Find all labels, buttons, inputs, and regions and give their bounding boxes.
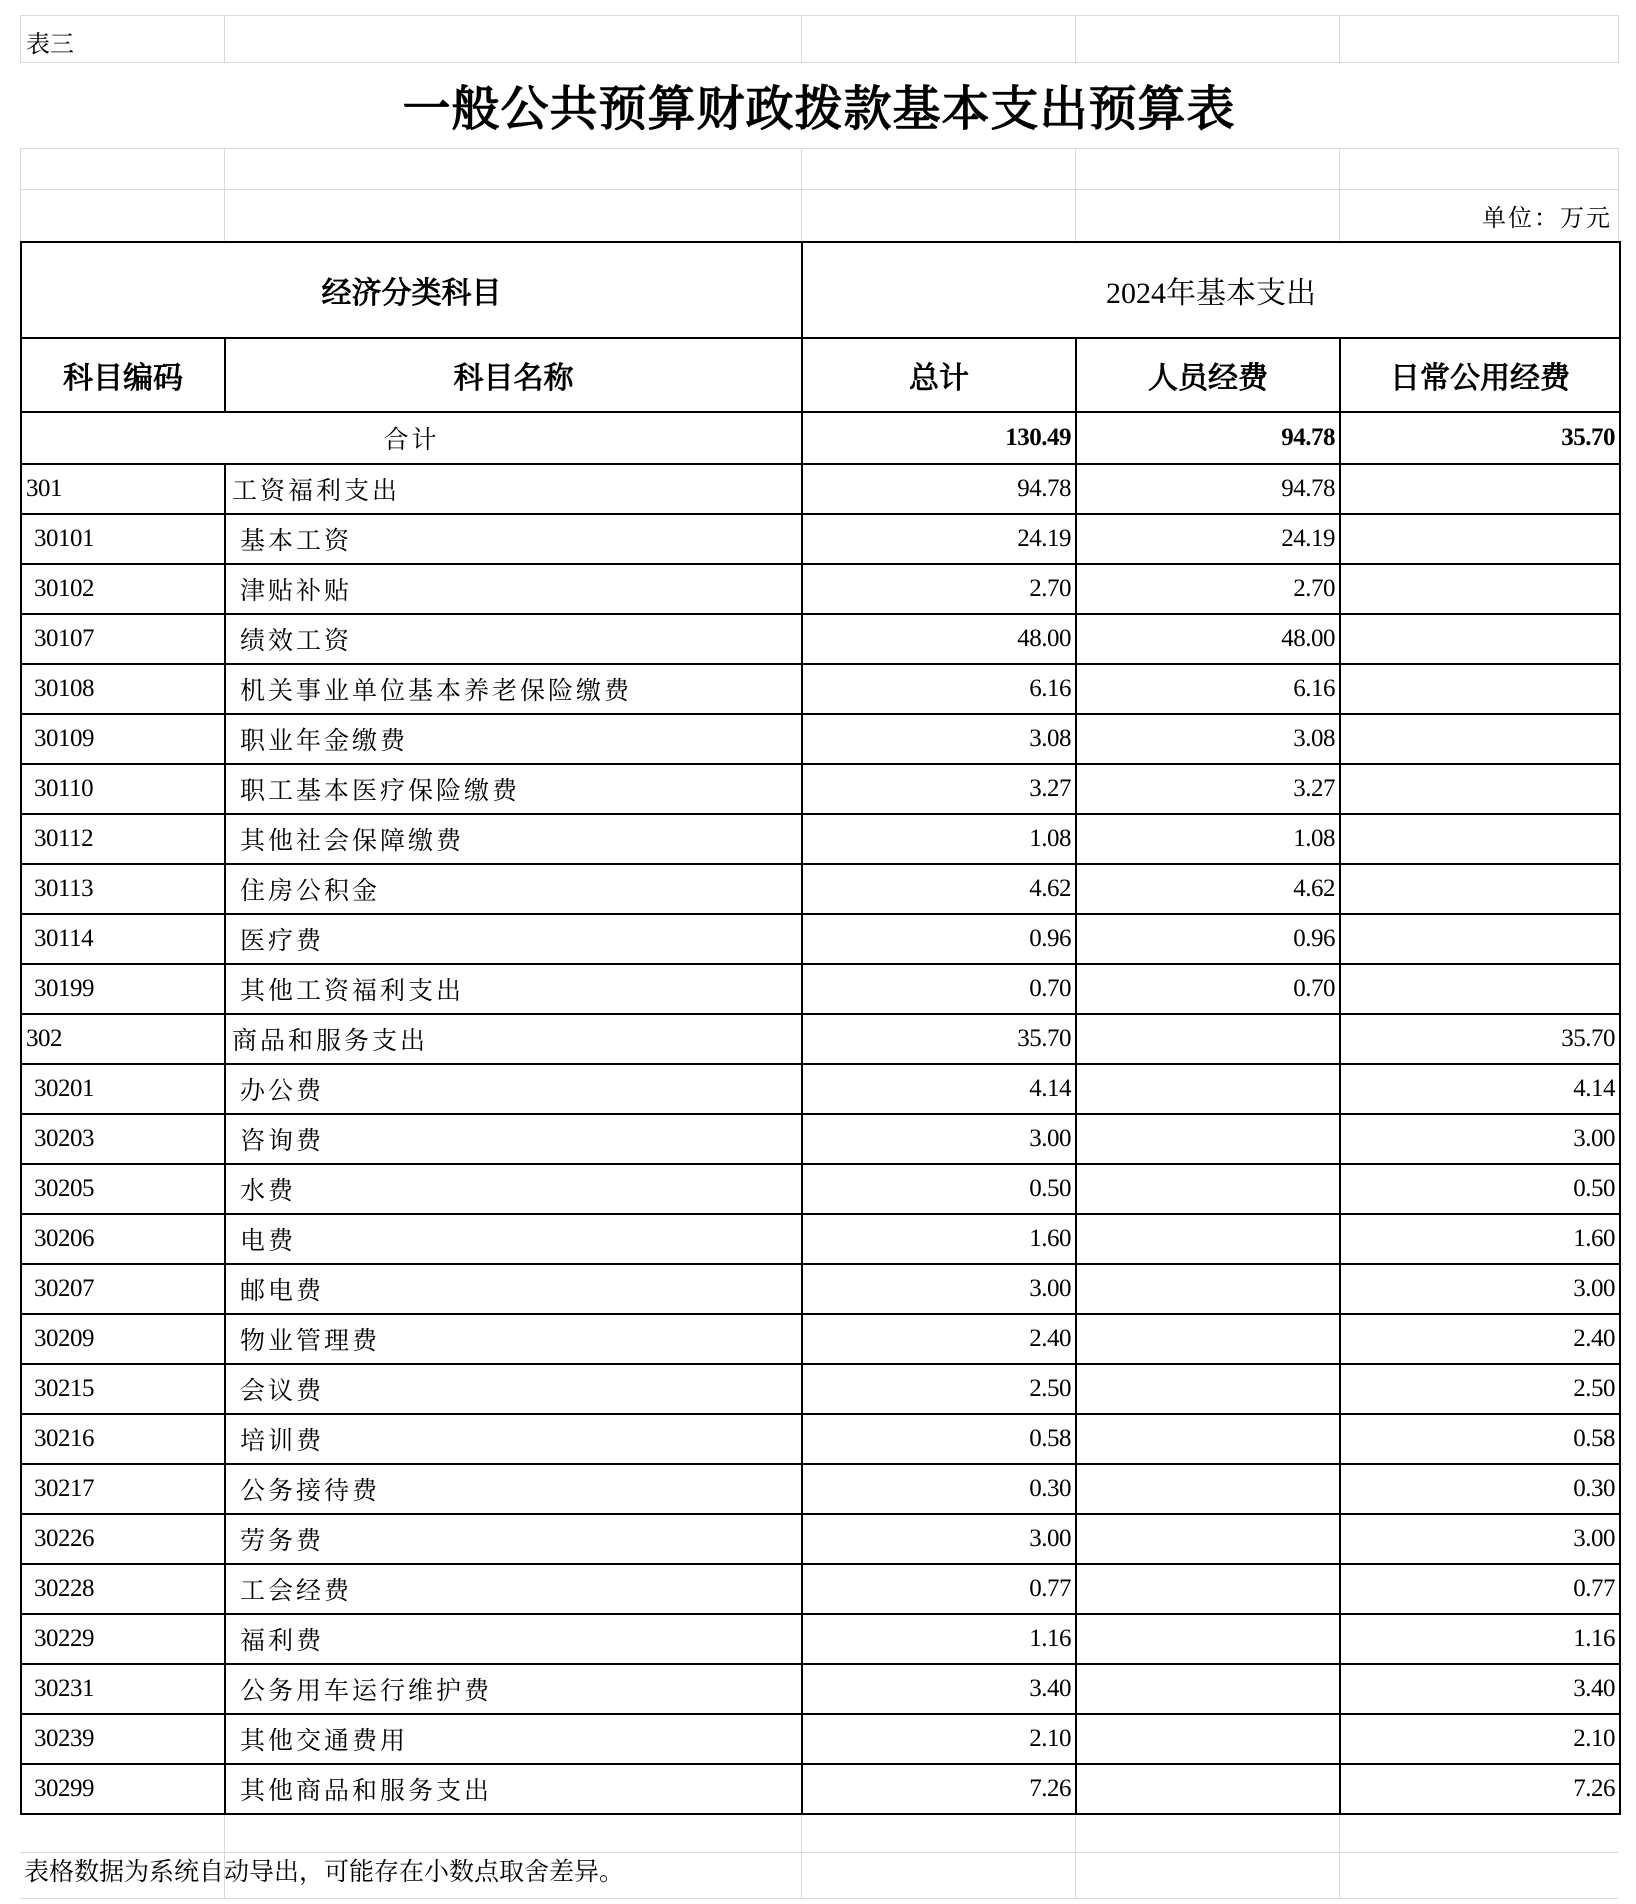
table-row: [21, 764, 1620, 814]
row-public: [1340, 514, 1620, 564]
table-row: [21, 1064, 1620, 1114]
row-personnel: 48.00: [1076, 614, 1340, 664]
table-row: [21, 1214, 1620, 1264]
header-category: 经济分类科目: [21, 242, 802, 338]
header-personnel: 人员经费: [1076, 338, 1340, 412]
row-public: 0.50: [1340, 1164, 1620, 1214]
row-code: 302: [21, 1014, 225, 1064]
row-code: 30205: [21, 1164, 225, 1214]
table-row: [21, 514, 1620, 564]
row-personnel: [1076, 1714, 1340, 1764]
row-total: 35.70: [802, 1014, 1076, 1064]
row-total: 0.96: [802, 914, 1076, 964]
row-code: 30102: [21, 564, 225, 614]
row-personnel: [1076, 1264, 1340, 1314]
row-public: [1340, 564, 1620, 614]
row-total: 7.26: [802, 1764, 1076, 1814]
row-code: 30114: [21, 914, 225, 964]
row-personnel: [1076, 1014, 1340, 1064]
row-name: 绩效工资: [225, 614, 802, 664]
row-public: 1.60: [1340, 1214, 1620, 1264]
table-row: [21, 1464, 1620, 1514]
table-row: [21, 464, 1620, 514]
row-code: 30217: [21, 1464, 225, 1514]
row-personnel: [1076, 1614, 1340, 1664]
row-total: 3.00: [802, 1514, 1076, 1564]
row-code: 30209: [21, 1314, 225, 1364]
row-public: 1.16: [1340, 1614, 1620, 1664]
row-name: 工资福利支出: [225, 464, 802, 514]
row-public: 3.00: [1340, 1264, 1620, 1314]
row-personnel: 1.08: [1076, 814, 1340, 864]
row-name: 职工基本医疗保险缴费: [225, 764, 802, 814]
table-row: [21, 1714, 1620, 1764]
header-name: 科目名称: [225, 338, 802, 412]
header-year-group: 2024年基本支出: [802, 242, 1620, 338]
row-code: 30101: [21, 514, 225, 564]
row-name: 医疗费: [225, 914, 802, 964]
row-personnel: [1076, 1564, 1340, 1614]
row-public: 3.00: [1340, 1514, 1620, 1564]
row-public: [1340, 814, 1620, 864]
table-row: [21, 1014, 1620, 1064]
row-personnel: [1076, 1414, 1340, 1464]
header-code: 科目编码: [21, 338, 225, 412]
row-public: [1340, 714, 1620, 764]
sheet-label: 表三: [26, 30, 74, 58]
row-public: [1340, 614, 1620, 664]
table-row: [21, 1114, 1620, 1164]
table-row: [21, 614, 1620, 664]
grid-line: [1339, 15, 1340, 63]
row-personnel: 94.78: [1076, 464, 1340, 514]
row-name: 其他社会保障缴费: [225, 814, 802, 864]
row-name: 基本工资: [225, 514, 802, 564]
table-row: [21, 914, 1620, 964]
row-code: 30226: [21, 1514, 225, 1564]
row-name: 商品和服务支出: [225, 1014, 802, 1064]
row-total: 6.16: [802, 664, 1076, 714]
row-personnel: [1076, 1764, 1340, 1814]
row-code: 30107: [21, 614, 225, 664]
row-public: 2.10: [1340, 1714, 1620, 1764]
table-row: [21, 714, 1620, 764]
row-total: 3.00: [802, 1264, 1076, 1314]
row-total: 4.14: [802, 1064, 1076, 1114]
row-code: 30201: [21, 1064, 225, 1114]
row-personnel: 24.19: [1076, 514, 1340, 564]
row-personnel: 6.16: [1076, 664, 1340, 714]
grid-line: [801, 148, 802, 242]
header-public: 日常公用经费: [1340, 338, 1620, 412]
row-personnel: [1076, 1214, 1340, 1264]
row-total: 0.58: [802, 1414, 1076, 1464]
row-name: 会议费: [225, 1364, 802, 1414]
totals-public: 35.70: [1340, 412, 1620, 464]
row-name: 其他交通费用: [225, 1714, 802, 1764]
row-total: 0.77: [802, 1564, 1076, 1614]
table-row: [21, 1314, 1620, 1364]
row-public: 7.26: [1340, 1764, 1620, 1814]
row-name: 其他商品和服务支出: [225, 1764, 802, 1814]
grid-line: [20, 15, 21, 63]
totals-row: [21, 412, 1620, 464]
table-row: [21, 1664, 1620, 1714]
row-personnel: 0.96: [1076, 914, 1340, 964]
grid-line: [1339, 148, 1340, 242]
table-row: [21, 664, 1620, 714]
header-row-2: [21, 338, 1620, 412]
row-total: 3.40: [802, 1664, 1076, 1714]
row-code: 30215: [21, 1364, 225, 1414]
grid-line: [20, 189, 1618, 190]
row-total: 0.30: [802, 1464, 1076, 1514]
row-code: 30109: [21, 714, 225, 764]
row-name: 工会经费: [225, 1564, 802, 1614]
grid-line: [1339, 1814, 1340, 1898]
grid-line: [801, 15, 802, 63]
table-row: [21, 1614, 1620, 1664]
row-code: 30299: [21, 1764, 225, 1814]
grid-line: [20, 148, 21, 242]
row-total: 94.78: [802, 464, 1076, 514]
row-personnel: [1076, 1064, 1340, 1114]
table-row: [21, 1564, 1620, 1614]
row-personnel: 4.62: [1076, 864, 1340, 914]
grid-line: [224, 148, 225, 242]
table-row: [21, 1364, 1620, 1414]
row-name: 办公费: [225, 1064, 802, 1114]
row-name: 电费: [225, 1214, 802, 1264]
row-code: 30231: [21, 1664, 225, 1714]
footnote: 表格数据为系统自动导出，可能存在小数点取舍差异。: [24, 1857, 625, 1886]
row-total: 0.70: [802, 964, 1076, 1014]
totals-total: 130.49: [802, 412, 1076, 464]
row-total: 2.10: [802, 1714, 1076, 1764]
row-name: 福利费: [225, 1614, 802, 1664]
row-code: 30216: [21, 1414, 225, 1464]
row-code: 301: [21, 464, 225, 514]
row-total: 2.40: [802, 1314, 1076, 1364]
row-total: 3.27: [802, 764, 1076, 814]
row-code: 30203: [21, 1114, 225, 1164]
row-public: [1340, 464, 1620, 514]
row-name: 津贴补贴: [225, 564, 802, 614]
row-total: 1.08: [802, 814, 1076, 864]
row-personnel: [1076, 1164, 1340, 1214]
header-row-1: [21, 242, 1620, 338]
row-name: 劳务费: [225, 1514, 802, 1564]
row-total: 2.50: [802, 1364, 1076, 1414]
row-name: 公务用车运行维护费: [225, 1664, 802, 1714]
grid-line: [20, 148, 1618, 149]
row-public: 4.14: [1340, 1064, 1620, 1114]
row-public: 0.77: [1340, 1564, 1620, 1614]
row-public: [1340, 964, 1620, 1014]
table-row: [21, 964, 1620, 1014]
row-total: 0.50: [802, 1164, 1076, 1214]
row-name: 邮电费: [225, 1264, 802, 1314]
row-name: 培训费: [225, 1414, 802, 1464]
row-public: [1340, 664, 1620, 714]
row-code: 30199: [21, 964, 225, 1014]
row-total: 3.00: [802, 1114, 1076, 1164]
row-name: 其他工资福利支出: [225, 964, 802, 1014]
table-row: [21, 864, 1620, 914]
table-row: [21, 1764, 1620, 1814]
row-name: 公务接待费: [225, 1464, 802, 1514]
grid-line: [224, 15, 225, 63]
row-public: [1340, 764, 1620, 814]
row-code: 30229: [21, 1614, 225, 1664]
row-personnel: 2.70: [1076, 564, 1340, 614]
row-public: 0.30: [1340, 1464, 1620, 1514]
grid-line: [1618, 148, 1619, 242]
grid-line: [1618, 15, 1619, 63]
row-personnel: [1076, 1364, 1340, 1414]
row-code: 30239: [21, 1714, 225, 1764]
row-total: 1.60: [802, 1214, 1076, 1264]
row-public: 0.58: [1340, 1414, 1620, 1464]
row-personnel: [1076, 1464, 1340, 1514]
grid-line: [1075, 1814, 1076, 1898]
header-total: 总计: [802, 338, 1076, 412]
row-name: 水费: [225, 1164, 802, 1214]
grid-line: [1075, 148, 1076, 242]
row-personnel: [1076, 1114, 1340, 1164]
row-total: 2.70: [802, 564, 1076, 614]
row-code: 30112: [21, 814, 225, 864]
page-title: 一般公共预算财政拨款基本支出预算表: [402, 81, 1236, 137]
grid-line: [801, 1814, 802, 1898]
grid-line: [20, 15, 1618, 16]
table-row: [21, 564, 1620, 614]
row-total: 4.62: [802, 864, 1076, 914]
totals-label: 合计: [21, 412, 802, 464]
table-row: [21, 1164, 1620, 1214]
row-public: 3.00: [1340, 1114, 1620, 1164]
table-row: [21, 1414, 1620, 1464]
row-code: 30228: [21, 1564, 225, 1614]
row-personnel: 3.08: [1076, 714, 1340, 764]
row-personnel: [1076, 1314, 1340, 1364]
row-code: 30110: [21, 764, 225, 814]
row-code: 30108: [21, 664, 225, 714]
row-public: 2.40: [1340, 1314, 1620, 1364]
table-row: [21, 1514, 1620, 1564]
table-row: [21, 1264, 1620, 1314]
row-public: [1340, 864, 1620, 914]
budget-table: [20, 241, 1621, 1815]
row-total: 24.19: [802, 514, 1076, 564]
row-personnel: [1076, 1664, 1340, 1714]
row-total: 1.16: [802, 1614, 1076, 1664]
row-total: 3.08: [802, 714, 1076, 764]
grid-line: [20, 62, 1618, 63]
totals-personnel: 94.78: [1076, 412, 1340, 464]
row-name: 机关事业单位基本养老保险缴费: [225, 664, 802, 714]
row-public: 2.50: [1340, 1364, 1620, 1414]
row-name: 住房公积金: [225, 864, 802, 914]
row-name: 职业年金缴费: [225, 714, 802, 764]
table-row: [21, 814, 1620, 864]
row-name: 物业管理费: [225, 1314, 802, 1364]
row-personnel: 3.27: [1076, 764, 1340, 814]
row-public: [1340, 914, 1620, 964]
row-personnel: [1076, 1514, 1340, 1564]
row-public: 35.70: [1340, 1014, 1620, 1064]
row-total: 48.00: [802, 614, 1076, 664]
row-personnel: 0.70: [1076, 964, 1340, 1014]
row-code: 30206: [21, 1214, 225, 1264]
unit-label: 单位：万元: [1482, 204, 1612, 232]
row-public: 3.40: [1340, 1664, 1620, 1714]
row-code: 30207: [21, 1264, 225, 1314]
row-name: 咨询费: [225, 1114, 802, 1164]
grid-line: [1075, 15, 1076, 63]
grid-line: [20, 1898, 1618, 1899]
row-code: 30113: [21, 864, 225, 914]
